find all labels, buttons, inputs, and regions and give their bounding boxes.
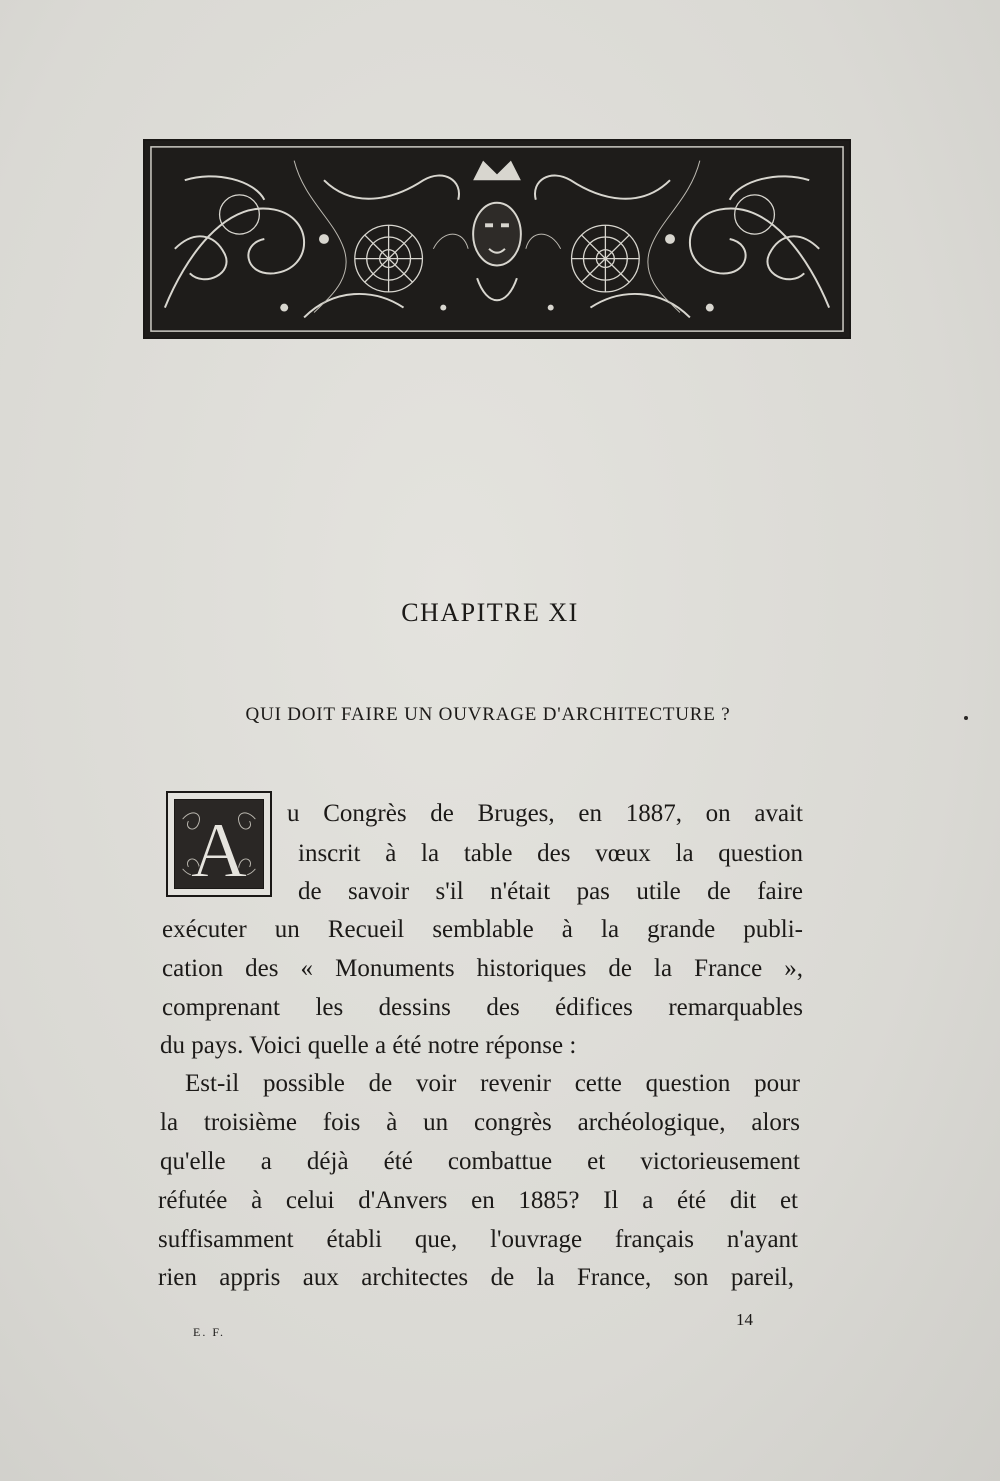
page-number: 14 xyxy=(736,1310,753,1329)
body-line: cation des « Monuments historiques de la France », xyxy=(162,955,803,982)
body-line: qu'elle a déjà été combattue et victorieusement xyxy=(160,1148,800,1175)
ornament-scrollwork-icon xyxy=(145,141,849,337)
body-line: suffisamment établi que, l'ouvrage français n'ayant xyxy=(158,1226,798,1253)
body-line: réfutée à celui d'Anvers en 1885? Il a été dit et xyxy=(158,1187,798,1214)
chapter-subtitle: QUI DOIT FAIRE UN OUVRAGE D'ARCHITECTURE ? xyxy=(245,704,731,725)
body-line: u Congrès de Bruges, en 1887, on avait xyxy=(287,800,803,827)
body-line: la troisième fois à un congrès archéologique, alors xyxy=(160,1109,800,1136)
svg-text:A: A xyxy=(190,806,248,888)
body-line: Est-il possible de voir revenir cette question pour xyxy=(185,1070,800,1097)
ornamental-headpiece xyxy=(143,139,851,339)
body-line: inscrit à la table des vœux la question xyxy=(298,840,803,867)
body-line: rien appris aux architectes de la France, son pareil, xyxy=(158,1264,794,1291)
drop-cap xyxy=(166,791,272,897)
body-line: comprenant les dessins des édifices remarquables xyxy=(162,994,803,1021)
drop-cap-letter-a xyxy=(175,800,263,888)
body-line: de savoir s'il n'était pas utile de faire xyxy=(298,878,803,905)
body-line: exécuter un Recueil semblable à la grande publi- xyxy=(162,916,803,943)
ink-speck xyxy=(964,716,968,720)
footer-signature: E. F. xyxy=(193,1325,226,1339)
body-line: du pays. Voici quelle a été notre réponse : xyxy=(160,1032,577,1059)
chapter-title: CHAPITRE XI xyxy=(401,598,579,627)
